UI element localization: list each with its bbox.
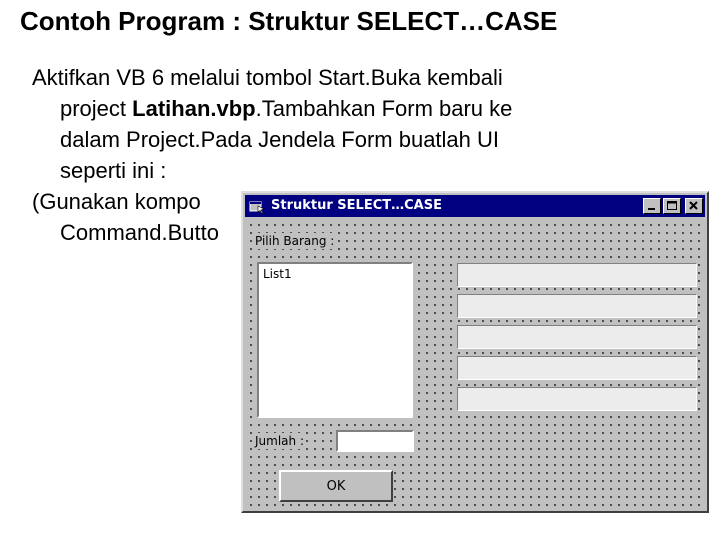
project-file-name: Latihan.vbp bbox=[132, 96, 256, 121]
form-title: Struktur SELECT…CASE bbox=[271, 198, 442, 213]
textbox-5[interactable] bbox=[457, 387, 697, 411]
close-button[interactable] bbox=[685, 198, 703, 214]
maximize-icon bbox=[664, 199, 680, 213]
label-jumlah: Jumlah : bbox=[255, 434, 304, 448]
minimize-icon bbox=[644, 199, 660, 213]
body-line-2 bbox=[32, 93, 672, 124]
vb-form-window[interactable] bbox=[241, 191, 709, 513]
form-titlebar[interactable] bbox=[245, 195, 705, 217]
minimize-button[interactable] bbox=[643, 198, 661, 214]
body-line-3: dalam Project.Pada Jendela Form buatlah UI bbox=[60, 127, 500, 152]
body-line-1: Aktifkan VB 6 melalui tombol Start.Buka kembali bbox=[32, 65, 503, 90]
textbox-1[interactable] bbox=[457, 263, 697, 287]
barang-listbox[interactable] bbox=[257, 262, 413, 418]
textbox-3[interactable] bbox=[457, 325, 697, 349]
label-pilih-barang: Pilih Barang : bbox=[255, 234, 335, 248]
textbox-4[interactable] bbox=[457, 356, 697, 380]
jumlah-input[interactable] bbox=[336, 430, 414, 452]
body-line-4: seperti ini : bbox=[60, 158, 167, 183]
ok-button[interactable]: OK bbox=[279, 470, 393, 502]
body-line-5: (Gunakan kompo bbox=[32, 189, 201, 214]
body-line-2-post: .Tambahkan Form baru ke bbox=[255, 96, 513, 121]
close-icon bbox=[686, 199, 702, 213]
vb-form-icon bbox=[249, 198, 265, 214]
listbox-item[interactable]: List1 bbox=[263, 267, 292, 281]
textbox-2[interactable] bbox=[457, 294, 697, 318]
slide-title: Contoh Program : Struktur SELECT…CASE bbox=[20, 6, 558, 36]
form-design-grid[interactable] bbox=[245, 219, 705, 509]
body-line-6: Command.Butto bbox=[60, 220, 219, 245]
maximize-button[interactable] bbox=[663, 198, 681, 214]
body-line-2-pre: project bbox=[60, 96, 133, 121]
